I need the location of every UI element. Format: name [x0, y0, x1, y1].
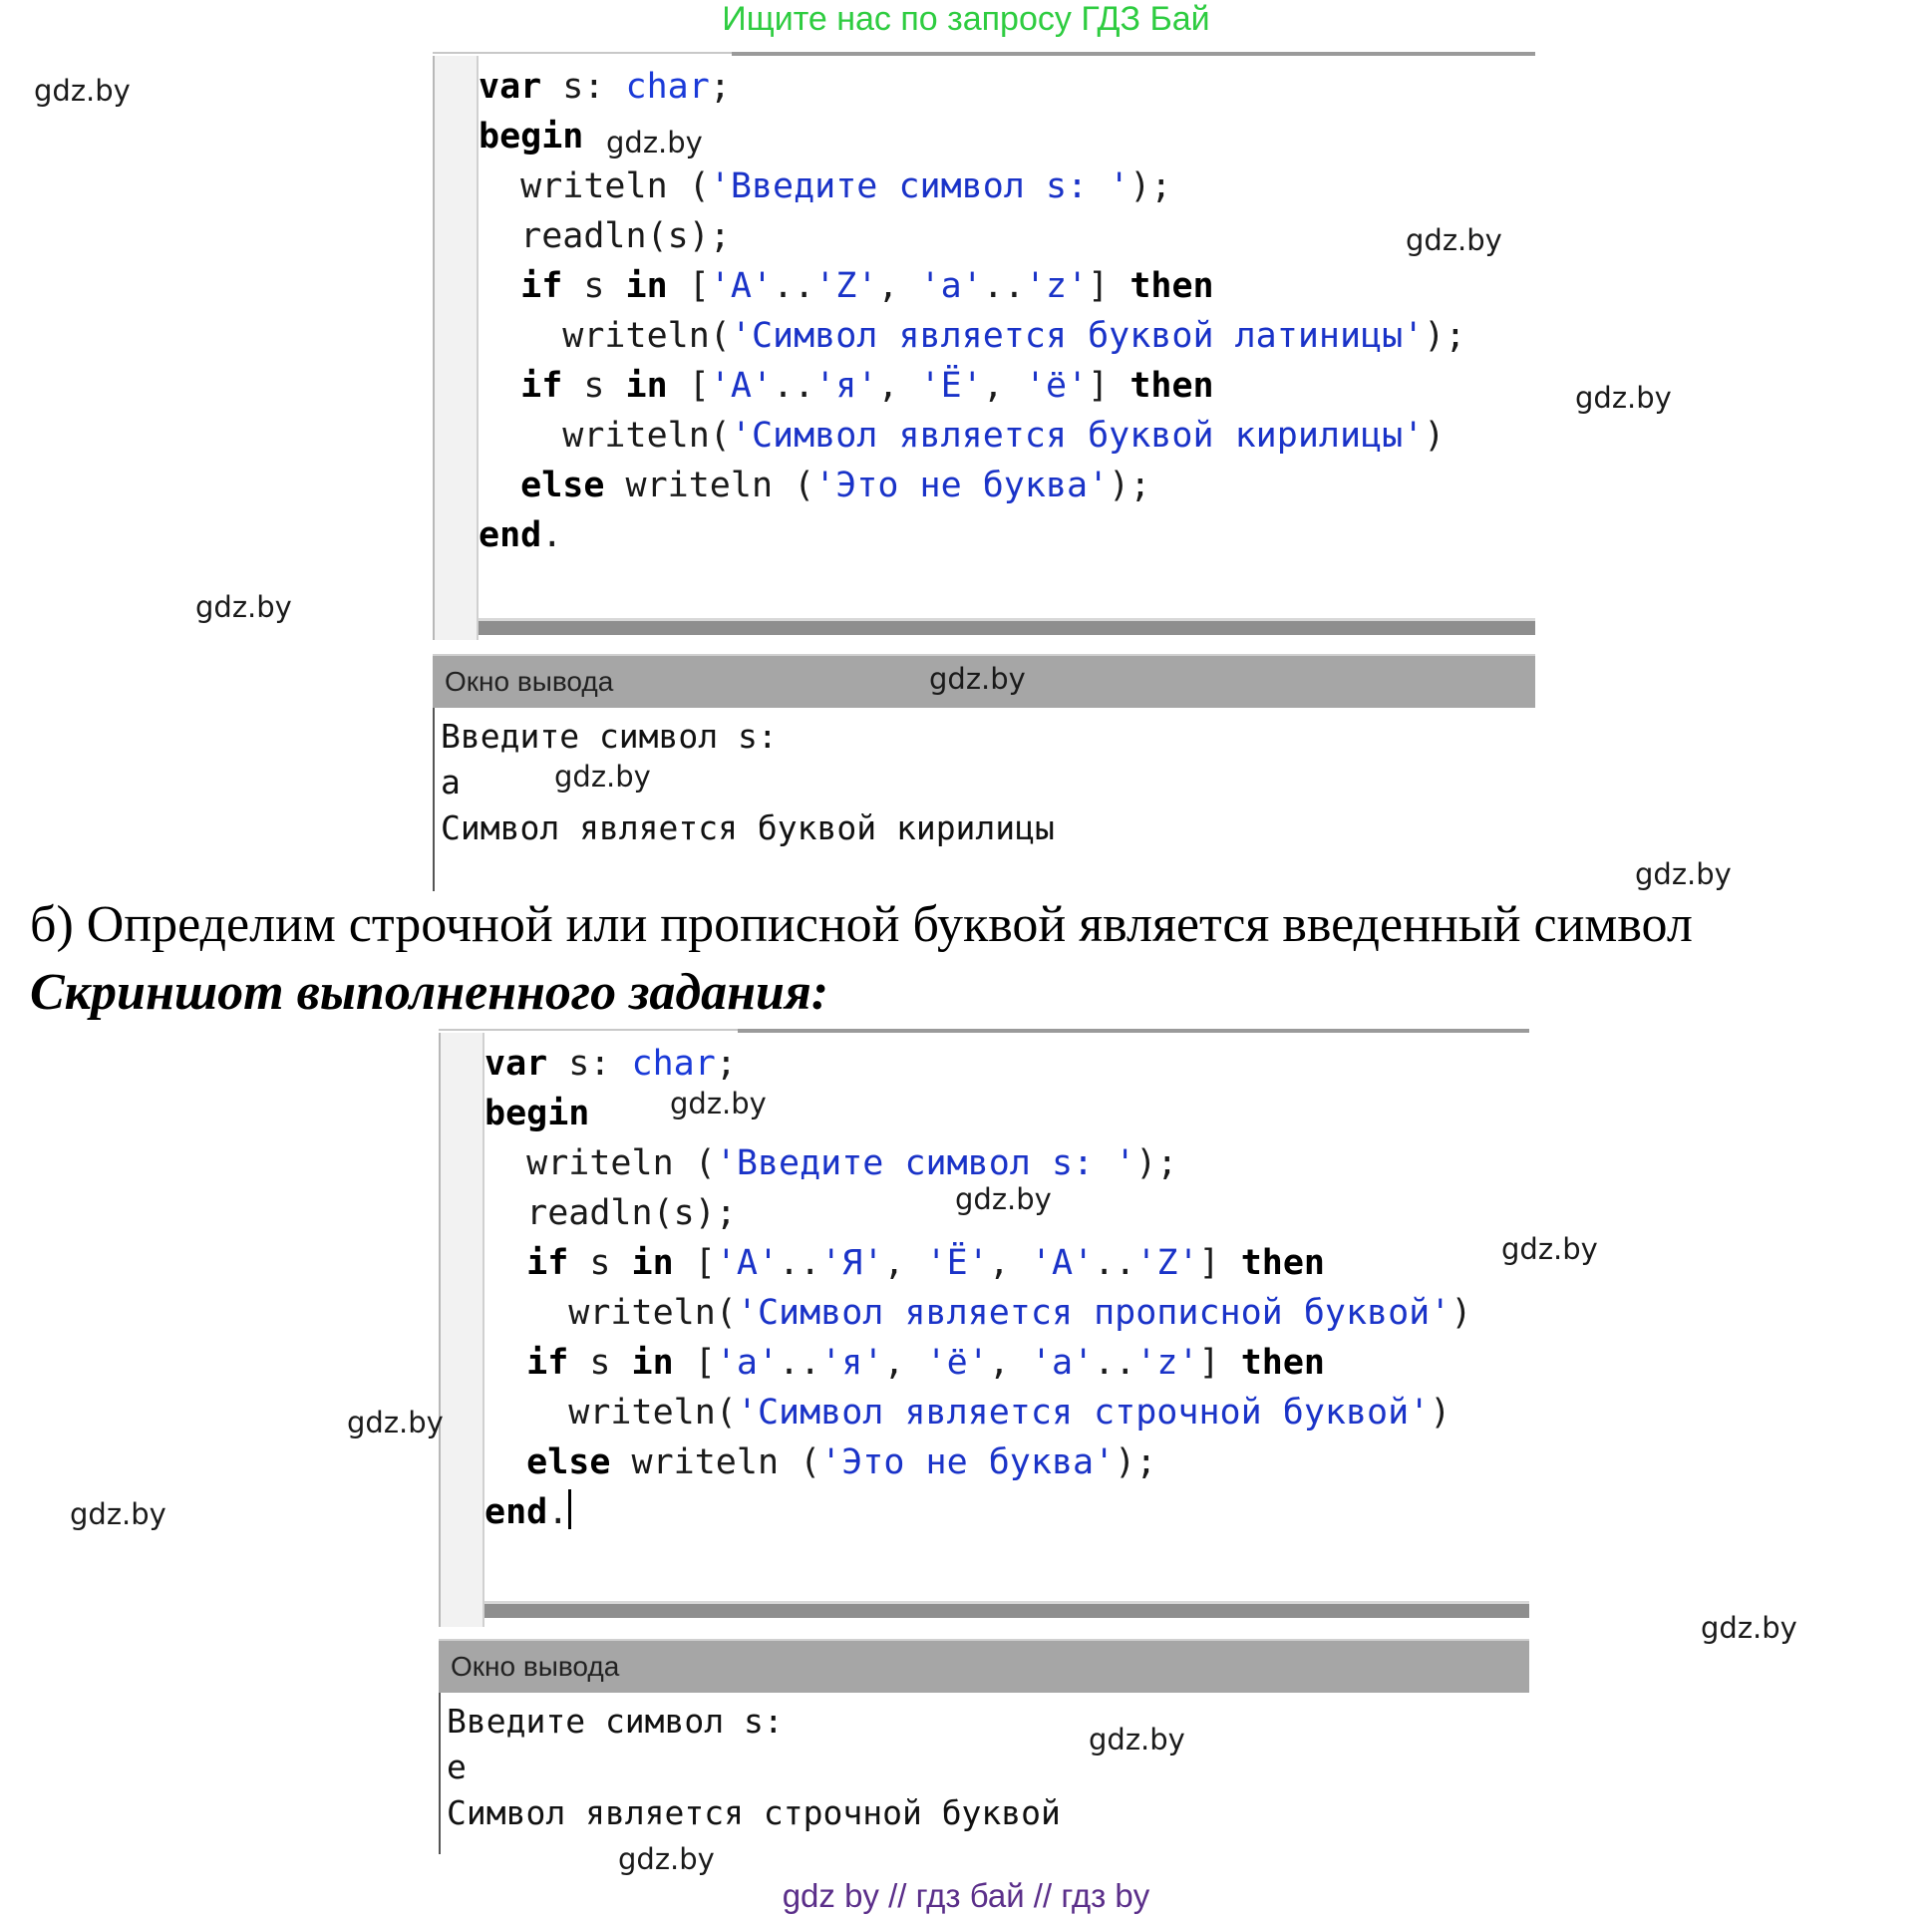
code-token: writeln(: [479, 416, 731, 456]
code-token: ;: [715, 1044, 737, 1084]
code-token: ,: [877, 266, 920, 306]
code-line: [484, 1338, 1471, 1388]
code-token: writeln (: [610, 1442, 821, 1482]
code-line: [479, 411, 1465, 461]
code-token: );: [1109, 466, 1151, 505]
code-line: [484, 1388, 1471, 1437]
string-token: 'A': [709, 266, 774, 306]
code-token: ]: [1198, 1343, 1241, 1383]
code-line: [479, 510, 1465, 560]
string-token: 'Символ является прописной буквой': [736, 1293, 1451, 1333]
code-token: );: [1129, 166, 1172, 206]
code-line: [484, 1039, 1471, 1089]
keyword: else: [479, 466, 605, 505]
string-token: 'А': [715, 1243, 780, 1283]
code-token: writeln (: [484, 1143, 716, 1183]
code-token: ]: [1088, 366, 1130, 406]
string-token: 'Z': [1135, 1243, 1199, 1283]
code-token: ..: [779, 1243, 821, 1283]
code-token: s: [568, 1243, 632, 1283]
output-header-label: Окно вывода: [451, 1651, 620, 1682]
type-token: char: [625, 67, 710, 107]
keyword: then: [1129, 266, 1214, 306]
code-line: [484, 1437, 1471, 1487]
code-editor[interactable]: [433, 56, 1535, 640]
horizontal-scrollbar[interactable]: [479, 618, 1535, 635]
code-line: [484, 1238, 1471, 1288]
editor-gutter: [441, 1033, 484, 1627]
watermark: gdz.by: [1406, 223, 1502, 257]
output-window-header: [439, 1639, 1529, 1695]
code-token: .: [541, 515, 563, 555]
code-token: );: [1135, 1143, 1178, 1183]
string-token: 'Символ является буквой латиницы': [730, 316, 1425, 356]
code-token: writeln(: [484, 1393, 737, 1433]
watermark: gdz.by: [1089, 1723, 1185, 1756]
output-line: Введите символ s:: [447, 1702, 784, 1741]
code-text: [484, 1039, 1471, 1537]
watermark: gdz.by: [70, 1497, 166, 1531]
code-token: ,: [877, 366, 920, 406]
output-window: [439, 1693, 1529, 1854]
code-line: [479, 62, 1465, 112]
code-token: [: [667, 266, 710, 306]
string-token: 'z': [1135, 1343, 1199, 1383]
top-note: Ищите нас по запросу ГДЗ Бай: [722, 0, 1210, 38]
code-token: ..: [773, 266, 815, 306]
code-token: writeln (: [479, 166, 710, 206]
string-token: 'а': [715, 1343, 780, 1383]
code-token: [: [673, 1343, 716, 1383]
code-line: [479, 161, 1465, 211]
string-token: 'Z': [814, 266, 878, 306]
string-token: 'a': [919, 266, 983, 306]
string-token: 'A': [1030, 1243, 1095, 1283]
code-token: ,: [982, 366, 1025, 406]
watermark: gdz.by: [929, 662, 1026, 696]
code-token: ..: [1094, 1243, 1136, 1283]
keyword: then: [1240, 1243, 1325, 1283]
code-line: [484, 1288, 1471, 1338]
keyword: var: [484, 1044, 548, 1084]
string-token: 'Введите символ s: ': [715, 1143, 1136, 1183]
code-line: [479, 461, 1465, 510]
code-token: ,: [883, 1343, 926, 1383]
code-line: [484, 1138, 1471, 1188]
code-line: [479, 361, 1465, 411]
horizontal-scrollbar[interactable]: [484, 1601, 1529, 1618]
string-token: 'А': [709, 366, 774, 406]
watermark: gdz.by: [955, 1182, 1052, 1216]
watermark: gdz.by: [347, 1406, 444, 1439]
code-token: writeln(: [484, 1293, 737, 1333]
code-token: ,: [883, 1243, 926, 1283]
string-token: 'Символ является строчной буквой': [736, 1393, 1431, 1433]
code-token: ): [1450, 1293, 1472, 1333]
watermark: gdz.by: [34, 74, 131, 108]
string-token: 'Ё': [925, 1243, 989, 1283]
keyword: in: [631, 1343, 674, 1383]
text-cursor: [568, 1489, 571, 1529]
code-token: ;: [709, 67, 731, 107]
code-token: writeln(: [479, 316, 731, 356]
string-token: 'Я': [820, 1243, 884, 1283]
output-line: Символ является строчной буквой: [447, 1793, 1061, 1832]
type-token: char: [631, 1044, 716, 1084]
keyword: if: [484, 1343, 569, 1383]
bottom-note: gdz by // гдз бай // гдз by: [782, 1877, 1150, 1914]
output-line: е: [447, 1748, 467, 1786]
code-token: ,: [988, 1343, 1031, 1383]
output-line: Символ является буквой кирилицы: [441, 808, 1055, 847]
output-header-label: Окно вывода: [445, 666, 614, 697]
code-token: s: [562, 266, 626, 306]
watermark: gdz.by: [1701, 1611, 1797, 1645]
output-line: Введите символ s:: [441, 717, 778, 756]
code-line: [479, 261, 1465, 311]
code-token: [: [667, 366, 710, 406]
code-line: [479, 311, 1465, 361]
code-editor[interactable]: [439, 1033, 1529, 1627]
code-token: );: [1424, 316, 1466, 356]
keyword: end: [479, 515, 542, 555]
task-heading: Скриншот выполненного задания:: [30, 964, 829, 1021]
code-token: );: [1115, 1442, 1157, 1482]
editor-gutter: [435, 56, 479, 640]
code-token: s: [568, 1343, 632, 1383]
task-b-text: б) Определим строчной или прописной буквой является введенный символ: [30, 896, 1693, 953]
watermark: gdz.by: [1635, 857, 1732, 891]
keyword: begin: [484, 1094, 590, 1133]
code-token: [: [673, 1243, 716, 1283]
code-token: readln(s);: [484, 1193, 737, 1233]
code-token: writeln (: [604, 466, 815, 505]
code-token: ,: [988, 1243, 1031, 1283]
code-line: [484, 1487, 1471, 1537]
string-token: 'ё': [1024, 366, 1089, 406]
keyword: in: [625, 366, 668, 406]
watermark: gdz.by: [606, 126, 703, 160]
keyword: if: [479, 266, 563, 306]
string-token: 'Это не буква': [814, 466, 1110, 505]
keyword: then: [1240, 1343, 1325, 1383]
keyword: in: [625, 266, 668, 306]
output-text: [447, 1699, 1061, 1836]
code-line: [484, 1089, 1471, 1138]
watermark: gdz.by: [1575, 381, 1672, 415]
code-token: s: [562, 366, 626, 406]
code-token: ): [1424, 416, 1446, 456]
code-token: ..: [779, 1343, 821, 1383]
watermark: gdz.by: [670, 1087, 767, 1120]
code-token: ..: [982, 266, 1025, 306]
string-token: 'Введите символ s: ': [709, 166, 1130, 206]
watermark: gdz.by: [554, 760, 651, 794]
string-token: 'я': [814, 366, 878, 406]
keyword: else: [484, 1442, 611, 1482]
code-token: s:: [547, 1044, 632, 1084]
string-token: 'Это не буква': [820, 1442, 1116, 1482]
code-token: ): [1430, 1393, 1451, 1433]
keyword: in: [631, 1243, 674, 1283]
code-token: s:: [541, 67, 626, 107]
code-line: [479, 211, 1465, 261]
code-token: .: [547, 1492, 569, 1532]
keyword: then: [1129, 366, 1214, 406]
watermark: gdz.by: [1501, 1232, 1598, 1266]
code-editor-screenshot-2: [439, 1029, 1529, 1854]
output-text: [441, 714, 1055, 851]
keyword: if: [484, 1243, 569, 1283]
keyword: begin: [479, 117, 584, 157]
keyword: var: [479, 67, 542, 107]
code-token: readln(s);: [479, 216, 731, 256]
output-window: [433, 708, 1535, 891]
keyword: end: [484, 1492, 548, 1532]
string-token: 'a': [1030, 1343, 1095, 1383]
watermark: gdz.by: [195, 590, 292, 624]
code-token: ]: [1198, 1243, 1241, 1283]
code-token: ..: [773, 366, 815, 406]
watermark: gdz.by: [618, 1842, 715, 1876]
string-token: 'Ё': [919, 366, 983, 406]
code-token: ]: [1088, 266, 1130, 306]
code-token: ..: [1094, 1343, 1136, 1383]
string-token: 'ё': [925, 1343, 989, 1383]
output-line: а: [441, 763, 461, 801]
string-token: 'z': [1024, 266, 1089, 306]
string-token: 'я': [820, 1343, 884, 1383]
editor-tab-line: [439, 1029, 738, 1031]
editor-tab-line: [433, 52, 732, 54]
string-token: 'Символ является буквой кирилицы': [730, 416, 1425, 456]
keyword: if: [479, 366, 563, 406]
